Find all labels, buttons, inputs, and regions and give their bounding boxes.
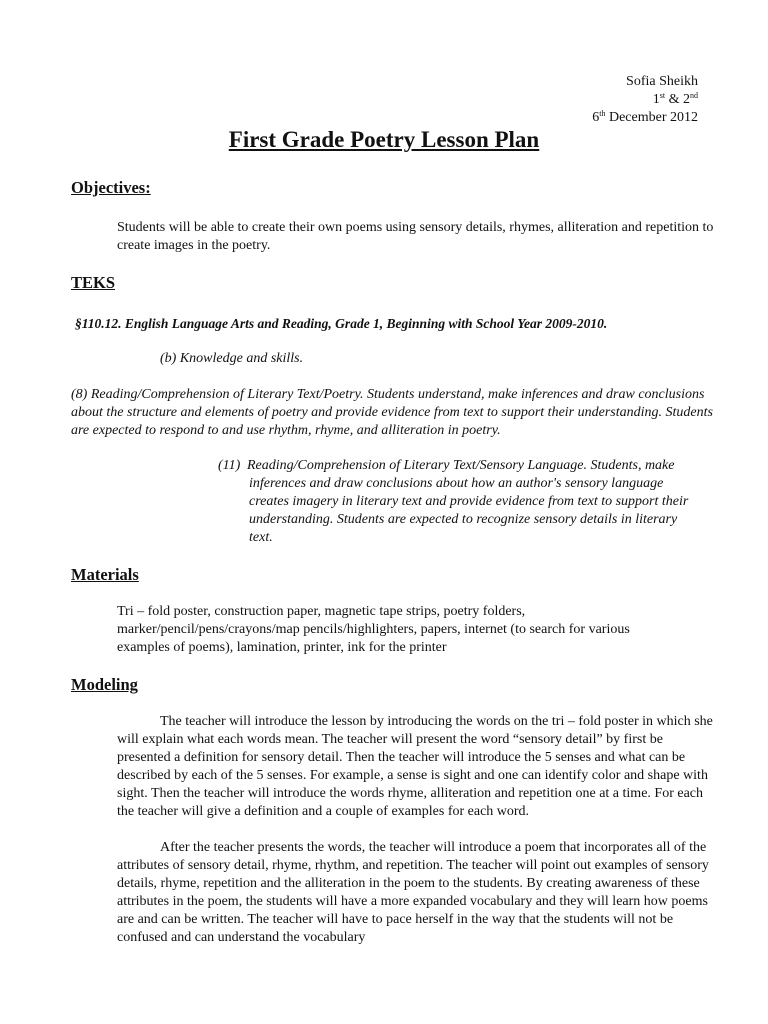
grade-level: 1st & 2nd	[652, 91, 698, 107]
author-header	[592, 73, 698, 127]
teks-item-8: (8) Reading/Comprehension of Literary Text/Poetry. Students understand, make inferences and draw conclusions about the structure and elements of poetry and provide evidence from text to support their understanding. Students are expected to respond to and use rhythm, rhyme, and alliteration in poetry.	[71, 387, 713, 438]
objectives-text: Students will be able to create their own poems using sensory details, rhymes, alliteration and repetition to create images in the poetry.	[117, 220, 714, 253]
page-title: First Grade Poetry Lesson Plan	[228, 127, 540, 152]
teks-heading: TEKS	[71, 273, 116, 292]
objectives-heading: Objectives:	[71, 178, 151, 197]
lesson-date: 6th December 2012	[592, 109, 698, 125]
materials-text: Tri – fold poster, construction paper, magnetic tape strips, poetry folders, marker/pencil/pens/crayons/map pencils/highlighters, papers, internet (to search for various examples of poems), lamination, printer, ink for the printer	[117, 604, 630, 655]
teks-knowledge-skills: (b) Knowledge and skills.	[160, 351, 304, 366]
modeling-paragraph-1: The teacher will introduce the lesson by introducing the words on the tri – fold poster in which she will explain what each words mean. The teacher will present the word “sensory detail” by first be presented a definition for sensory detail. Then the teacher will introduce the 5 senses and what can be described by each of the 5 senses. For example, a sense is sight and one can identify color and shape with sight. Then the teacher will introduce the words rhyme, alliteration and repetition one at a time. For each the teacher will give a definition and a couple of examples for each word.	[117, 714, 713, 819]
teks-standard: §110.12. English Language Arts and Reading, Grade 1, Beginning with School Year 2009-2010.	[75, 316, 608, 331]
teks-item-11-text: Reading/Comprehension of Literary Text/Sensory Language. Students, make inferences and draw conclusions about how an author's sensory language creates imagery in literary text and provide evidence from text to support their understanding. Students are expected to recognize sensory details in literary text.	[247, 458, 689, 545]
materials-heading: Materials	[71, 565, 139, 584]
modeling-paragraph-2: After the teacher presents the words, the teacher will introduce a poem that incorporates all of the attributes of sensory detail, rhyme, rhythm, and repetition. The teacher will point out examples of sensory details, rhyme, repetition and the alliteration in the poem to the students. By creating awareness of these attributes in the poem, the students will have a more expanded vocabulary and they will learn how poems are and can be written. The teacher will have to pace herself in the way that the students will not be confused and can understand the vocabulary	[117, 840, 709, 945]
modeling-heading: Modeling	[71, 675, 138, 694]
teks-item-11-number: (11)	[218, 458, 241, 473]
author-name: Sofia Sheikh	[626, 74, 698, 89]
